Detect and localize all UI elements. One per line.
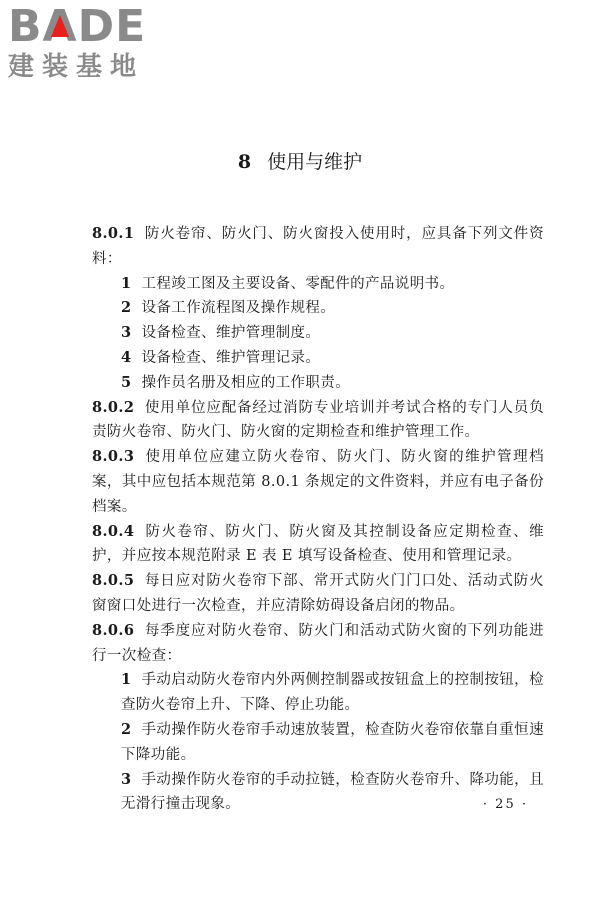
item-number: 3 [121,770,132,788]
clause-8-0-1 [92,222,544,272]
clause-number: 8.0.1 [92,225,135,242]
clause-number: 8.0.6 [92,621,135,639]
item-text: 手动操作防火卷帘手动速放装置，检查防火卷帘依靠自重恒速下降功能。 [121,721,544,763]
list-item [92,768,544,818]
list-item [92,272,544,297]
list-item [92,321,544,346]
item-text: 设备工作流程图及操作规程。 [141,300,336,317]
section-title [0,147,600,174]
item-text: 设备检查、维护管理记录。 [141,349,321,366]
item-text: 设备检查、维护管理制度。 [141,325,321,342]
logo-tagline: 建装基地 [8,52,145,82]
item-number: 1 [121,274,132,292]
item-text: 工程竣工图及主要设备、零配件的产品说明书。 [141,275,455,292]
item-number: 4 [121,348,132,366]
item-text: 操作员名册及相应的工作职责。 [141,374,351,391]
clause-text: 防火卷帘、防火门、防火窗投入使用时，应具备下列文件资料： [92,226,544,267]
item-text: 手动启动防火卷帘内外两侧控制器或按钮盒上的控制按钮，检查防火卷帘上升、下降、停止功能。 [121,672,544,714]
clause-text: 使用单位应建立防火卷帘、防火门、防火窗的维护管理档案，其中应包括本规范第 8.0.1 条规定的文件资料，并应有电子备份档案。 [92,449,544,515]
clause-number: 8.0.4 [92,522,135,540]
logo-letters-pre: B [8,1,43,52]
item-number: 1 [121,671,132,689]
clause-text: 防火卷帘、防火门、防火窗及其控制设备应定期检查、维护，并应按本规范附录 E 表 E 填写设备检查、使用和管理记录。 [92,523,544,565]
logo-letters-post: DE [77,1,147,52]
clause-8-0-6 [92,619,544,669]
list-item [92,346,544,371]
logo-letter-a: A [42,1,78,52]
clause-text: 每季度应对防火卷帘、防火门和活动式防火窗的下列功能进行一次检查： [92,622,544,664]
section-number: 8 [237,151,252,173]
clause-text: 使用单位应配备经过消防专业培训并考试合格的专门人员负责防火卷帘、防火门、防火窗的定期检查和维护管理工作。 [92,399,544,441]
clause-number: 8.0.5 [92,572,135,590]
document-body [92,222,544,817]
clause-8-0-3 [92,445,544,519]
clause-8-0-2 [92,396,544,446]
item-number: 2 [121,299,132,317]
section-heading: 使用与维护 [267,151,363,173]
list-item [92,718,544,768]
logo-wordmark [8,1,178,52]
clause-number: 8.0.3 [92,448,135,466]
item-text: 手动操作防火卷帘的手动拉链，检查防火卷帘升、降功能，且无滑行撞击现象。 [121,771,544,813]
clause-number: 8.0.2 [92,398,135,416]
list-item [92,296,544,321]
logo-triangle-icon [51,15,69,37]
brand-logo [8,1,178,82]
clause-text: 每日应对防火卷帘下部、常开式防火门门口处、活动式防火窗窗口处进行一次检查，并应清除妨碍设备启闭的物品。 [92,573,544,614]
item-number: 5 [121,373,132,391]
page-number: · 25 · [482,797,528,812]
clause-8-0-5 [92,569,544,619]
list-item [92,371,544,396]
clause-8-0-4 [92,520,544,570]
item-number: 2 [121,720,132,738]
item-number: 3 [121,324,132,342]
list-item [92,668,544,718]
